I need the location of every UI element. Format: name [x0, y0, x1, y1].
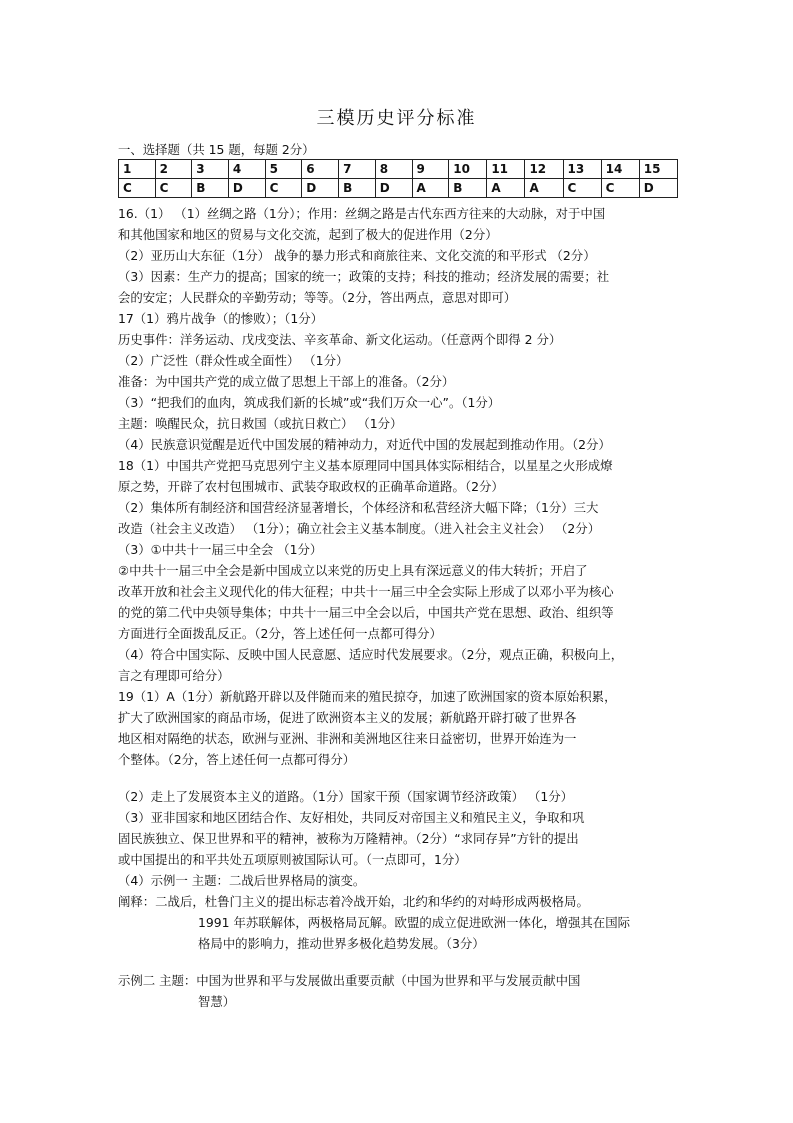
answer-line: （2）亚历山大东征（1分） 战争的暴力形式和商旅往来、文化交流的和平形式 （2分） [118, 248, 596, 263]
answer-line: 1991 年苏联解体，两极格局瓦解。欧盟的成立促进欧洲一体化，增强其在国际 [198, 915, 630, 930]
answer-line: （4）符合中国实际、反映中国人民意愿、适应时代发展要求。（2分，观点正确，积极向上， [118, 647, 624, 662]
answer-line: 原之势，开辟了农村包围城市、武装夺取政权的正确革命道路。（2分） [118, 479, 504, 494]
answer-line: （2）集体所有制经济和国营经济显著增长，个体经济和私营经济大幅下降；（1分）三大 [118, 500, 599, 515]
answer-cell: A [525, 179, 563, 198]
question-number: 15 [639, 160, 677, 179]
answer-line: 18（1）中国共产党把马克思列宁主义基本原理同中国具体实际相结合，以星星之火形成燎 [118, 458, 613, 473]
question-number: 12 [525, 160, 563, 179]
answer-cell: B [192, 179, 229, 198]
answer-cell: C [601, 179, 639, 198]
answer-line: 历史事件：洋务运动、戊戌变法、辛亥革命、新文化运动。（任意两个即得 2 分） [118, 332, 562, 347]
answer-line: 会的安定；人民群众的辛勤劳动；等等。（2分，答出两点，意思对即可） [118, 290, 517, 305]
answer-line: 个整体。（2分，答上述任何一点都可得分） [118, 752, 356, 767]
answer-line: 17（1）鸦片战争（的惨败）；（1分） [118, 311, 323, 326]
answer-line: 和其他国家和地区的贸易与文化交流，起到了极大的促进作用（2分） [118, 227, 498, 242]
answer-line: （3）“把我们的血肉，筑成我们新的长城”或“我们万众一心”。（1分） [118, 395, 501, 410]
answer-line: 阐释：二战后，杜鲁门主义的提出标志着冷战开始，北约和华约的对峙形成两极格局。 [118, 894, 589, 909]
answer-cell: B [449, 179, 487, 198]
answer-line: 地区相对隔绝的状态，欧洲与亚洲、非洲和美洲地区往来日益密切，世界开始连为一 [118, 731, 577, 746]
answer-cell: A [412, 179, 449, 198]
answer-line: 改革开放和社会主义现代化的伟大征程；中共十一届三中全会实际上形成了以邓小平为核心 [118, 584, 614, 599]
answer-line: （3）①中共十一届三中全会 （1分） [118, 542, 323, 557]
question-number: 14 [601, 160, 639, 179]
answer-line: ②中共十一届三中全会是新中国成立以来党的历史上具有深远意义的伟大转折；开启了 [118, 563, 588, 578]
question-number: 3 [192, 160, 229, 179]
answer-line: 改造（社会主义改造） （1分）；确立社会主义基本制度。（进入社会主义社会） （2分） [118, 521, 601, 536]
answer-line: （3）亚非国家和地区团结合作、友好相处，共同反对帝国主义和殖民主义，争取和巩 [118, 810, 585, 825]
answer-table-answer-row [119, 179, 678, 198]
answer-line: （4）民族意识觉醒是近代中国发展的精神动力，对近代中国的发展起到推动作用。（2分） [118, 437, 611, 452]
answer-line: 格局中的影响力，推动世界多极化趋势发展。（3分） [198, 936, 485, 951]
answer-cell: C [155, 179, 192, 198]
answer-line: 示例二 主题：中国为世界和平与发展做出重要贡献（中国为世界和平与发展贡献中国 [118, 973, 581, 988]
question-number: 10 [449, 160, 487, 179]
answer-cell: B [339, 179, 376, 198]
answer-line: （2）广泛性（群众性或全面性） （1分） [118, 353, 349, 368]
answer-line: 智慧） [198, 994, 236, 1009]
question-number: 1 [119, 160, 156, 179]
answer-cell: A [487, 179, 525, 198]
answer-table [118, 159, 678, 198]
answer-line: 19（1）A（1分）新航路开辟以及伴随而来的殖民掠夺，加速了欧洲国家的资本原始积累， [118, 689, 617, 704]
section-heading: 一、选择题（共 15 题，每题 2分） [118, 142, 315, 157]
answer-table-number-row [119, 160, 678, 179]
answer-line: 固民族独立、保卫世界和平的精神，被称为万隆精神。（2分）“求同存异”方针的提出 [118, 831, 579, 846]
answer-cell: C [265, 179, 302, 198]
answer-line: 主题：唤醒民众，抗日救国（或抗日救亡） （1分） [118, 416, 403, 431]
answer-line: 的党的第二代中央领导集体；中共十一届三中全会以后，中国共产党在思想、政治、组织等 [118, 605, 614, 620]
answer-cell: C [563, 179, 601, 198]
question-number: 2 [155, 160, 192, 179]
answer-cell: D [228, 179, 265, 198]
page-title: 三模历史评分标准 [316, 108, 477, 129]
answer-line: 或中国提出的和平共处五项原则被国际认可。（一点即可，1分） [118, 852, 467, 867]
question-number: 11 [487, 160, 525, 179]
question-number: 9 [412, 160, 449, 179]
answer-line: 扩大了欧洲国家的商品市场，促进了欧洲资本主义的发展；新航路开辟打破了世界各 [118, 710, 577, 725]
answer-cell: D [639, 179, 677, 198]
answer-line: （2）走上了发展资本主义的道路。（1分）国家干预（国家调节经济政策） （1分） [118, 789, 574, 804]
question-number: 13 [563, 160, 601, 179]
answer-line: （4）示例一 主题：二战后世界格局的演变。 [118, 873, 366, 888]
question-number: 6 [302, 160, 339, 179]
answer-cell: D [375, 179, 412, 198]
question-number: 7 [339, 160, 376, 179]
answer-cell: D [302, 179, 339, 198]
answer-line: 言之有理即可给分） [118, 668, 230, 683]
question-number: 4 [228, 160, 265, 179]
answer-line: 准备：为中国共产党的成立做了思想上干部上的准备。（2分） [118, 374, 455, 389]
question-number: 5 [265, 160, 302, 179]
answer-line: 16.（1） （1）丝绸之路（1分）；作用：丝绸之路是古代东西方往来的大动脉，对于中国 [118, 206, 606, 221]
answer-line: （3）因素：生产力的提高；国家的统一；政策的支持；科技的推动；经济发展的需要；社 [118, 269, 610, 284]
answer-line: 方面进行全面拨乱反正。（2分，答上述任何一点都可得分） [118, 626, 442, 641]
question-number: 8 [375, 160, 412, 179]
answer-cell: C [119, 179, 156, 198]
